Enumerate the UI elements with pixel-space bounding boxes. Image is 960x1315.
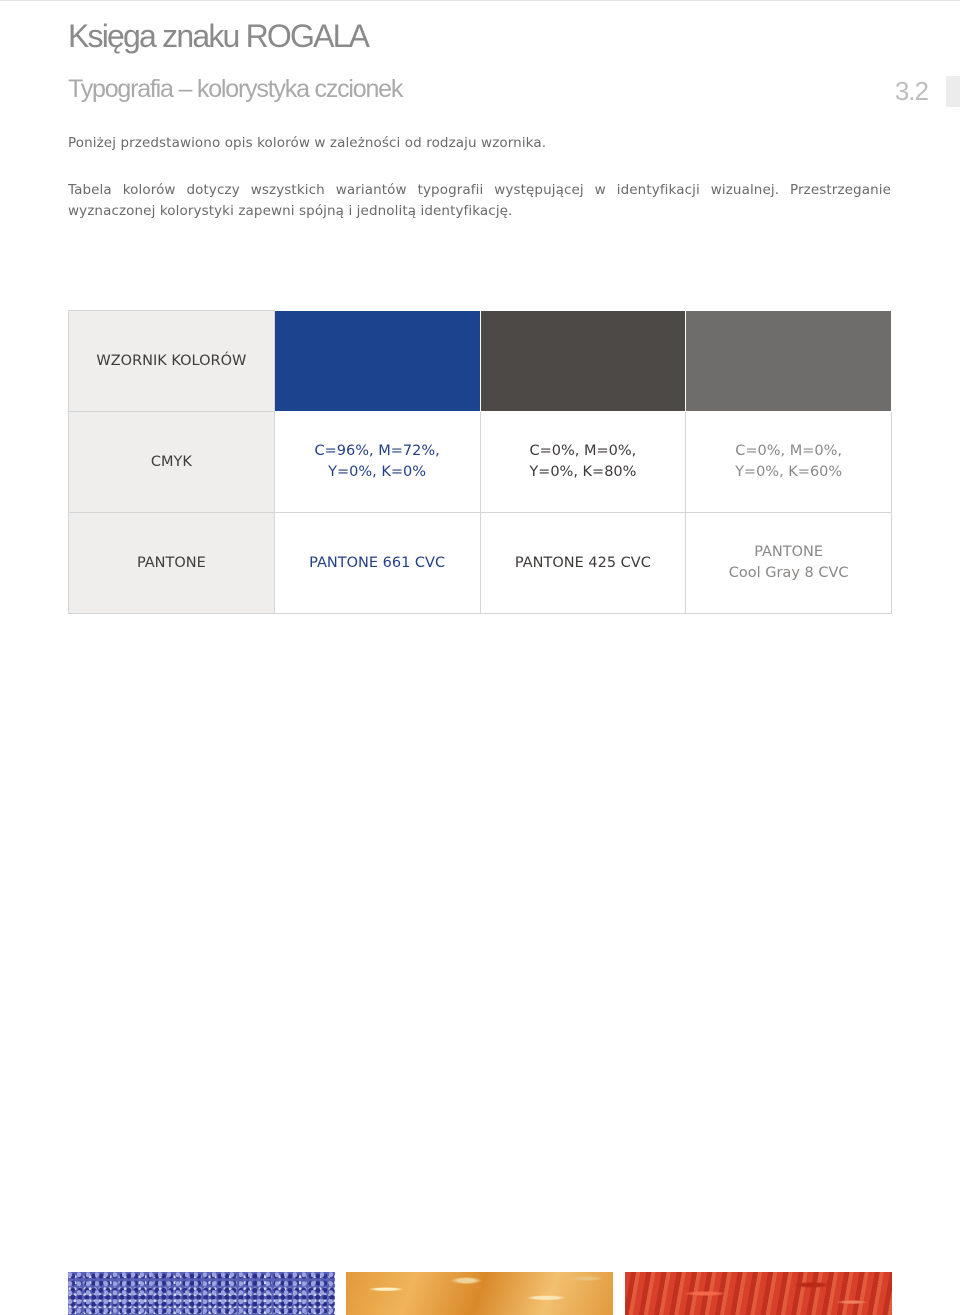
pantone-row-label: PANTONE (69, 513, 275, 614)
pantone-value-line: PANTONE (754, 544, 824, 560)
swatch-blue (274, 311, 480, 412)
cmyk-value-line: Y=0%, K=0% (328, 464, 427, 480)
cmyk-row-label: CMYK (69, 412, 275, 513)
section-number: 3.2 (894, 76, 928, 106)
swatch-dark-gray (480, 311, 686, 412)
pantone-value-cool-gray (686, 513, 892, 614)
page-tab-marker (946, 76, 960, 107)
cmyk-value-line: C=0%, M=0%, (529, 443, 637, 459)
intro-paragraph-2: Tabela kolorów dotyczy wszystkich wariantów typografii występującej w identyfikacji wizualnej. Przestrzeganie wyznaczonej kolorystyki zapewni spójną i jednolitą identyfikację. (68, 182, 891, 219)
intro-paragraph-1: Poniżej przedstawiono opis kolorów w zależności od rodzaju wzornika. (68, 135, 547, 151)
swatch-cool-gray (686, 311, 892, 412)
cmyk-value-line: Y=0%, K=80% (529, 464, 637, 480)
cmyk-value-blue (274, 412, 480, 513)
section-title: Typografia – kolorystyka czcionek (68, 75, 403, 103)
red-texture (625, 1272, 892, 1315)
blue-speckled-texture (68, 1272, 335, 1315)
cmyk-value-line: C=96%, M=72%, (314, 443, 440, 459)
swatch-row (69, 311, 892, 412)
top-divider (0, 0, 960, 1)
pantone-row (69, 513, 892, 614)
document-title: Księga znaku ROGALA (68, 18, 369, 54)
swatch-row-label: WZORNIK KOLORÓW (69, 311, 275, 412)
color-specification-table (68, 310, 892, 614)
cmyk-value-line: C=0%, M=0%, (735, 443, 843, 459)
pantone-value-line: PANTONE 661 CVC (309, 554, 446, 571)
cmyk-row (69, 412, 892, 513)
pantone-value-line: Cool Gray 8 CVC (728, 565, 849, 581)
pantone-value-blue (274, 513, 480, 614)
cmyk-value-line: Y=0%, K=60% (735, 464, 843, 480)
pantone-value-line: PANTONE 425 CVC (514, 554, 651, 571)
cmyk-value-cool-gray (686, 412, 892, 513)
cmyk-value-dark-gray (480, 412, 686, 513)
pantone-value-dark-gray (480, 513, 686, 614)
amber-texture (346, 1272, 613, 1315)
